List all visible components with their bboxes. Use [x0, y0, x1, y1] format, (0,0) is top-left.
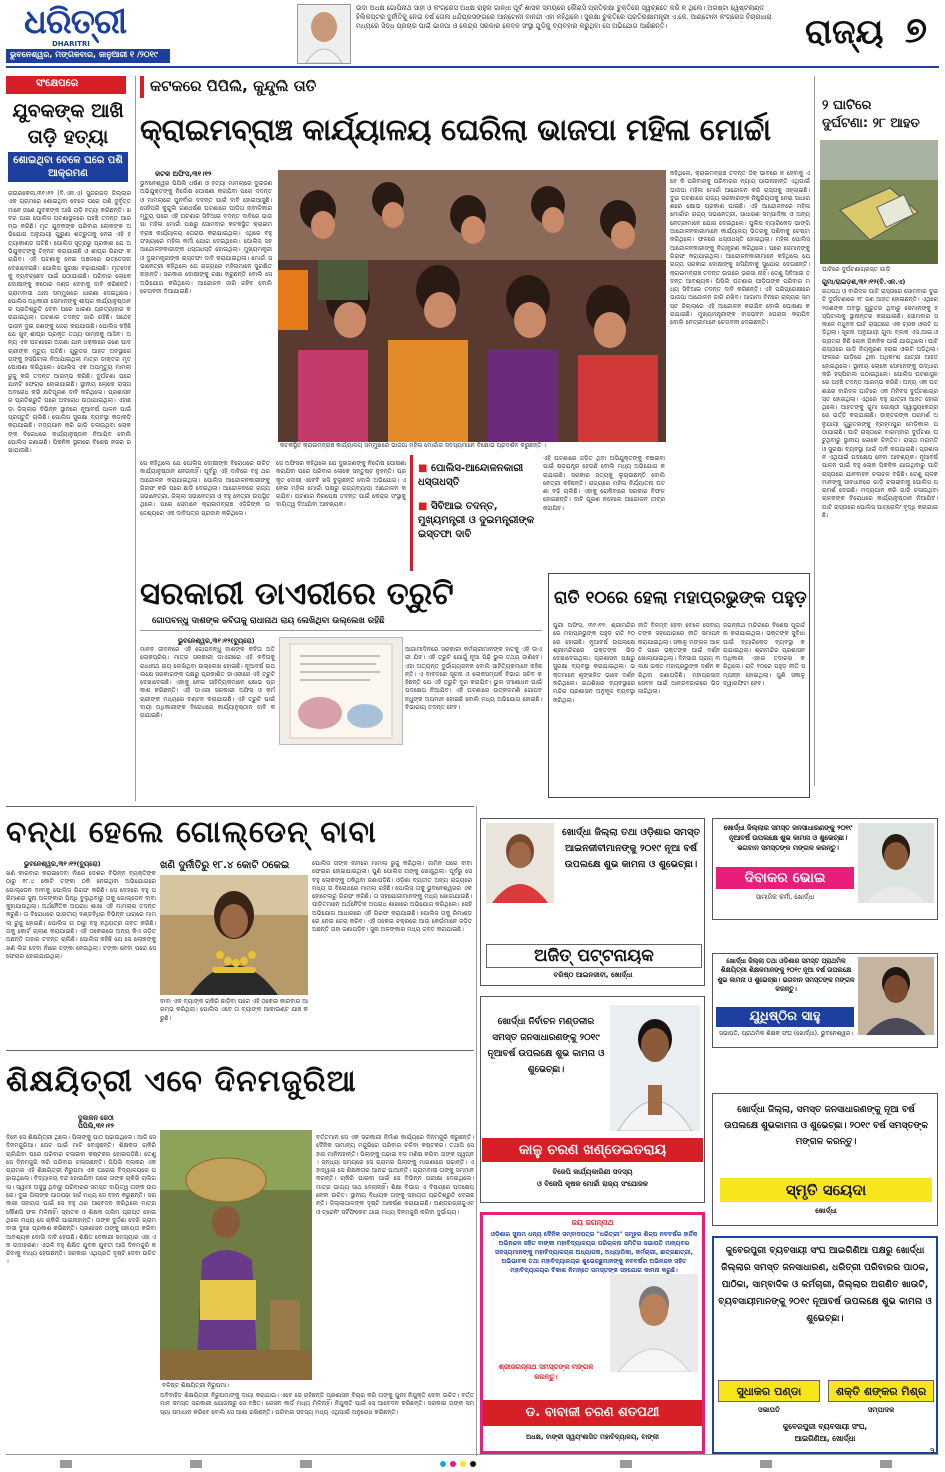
- reg-mark-gray: [60, 1460, 72, 1468]
- masthead-top-story: ଉଦା ଅଧକ୍ଷ ଗୋପିନାଥ ସାହୀ ଓ କଂଗ୍ରେସ ଅଧକ୍ଷ ରାହୁଲ ଗାନ୍ଧୀ ପୂର୍ବ ଶାସକ ସମୟରେ କୌଣସି ପ୍ରତିରକ୍ଷା ଚୁକ୍ତିରେ ସ୍ୱଚ୍ଛତେ କରି ନ ଥିଲେ। ଅଗଷ୍ଟା ୱେଷ୍ଟଲାଣ୍ଡ ହିଲିକପ୍ଟର ଦୁର୍ନୀତିକୁ ନେଇ ବର୍ଷ ତୋଳା ଧନ୍ଦିପ୍ରସଙ୍ଗରେ ଆନ୍ଟୋନୀ ବାନନ୍ଦୀ ଏହା କହିଥିଲେ। ସୁରକ୍ଷା ଚୁକ୍ତିରେ ପ୍ରତିରକ୍ଷାମନ୍ତ୍ରୀ ଏ.କେ. ଆଣ୍ଟୋନୀ କଂଗ୍ରେସ ବିଚାରଧାରା ମଧ୍ୟରେ ସିଦ୍ଧ ପ୍ରଚାର ପାଇଁ ଭାଜପା ଓ କେନ୍ଦ୍ର ସରକାର କେବଳ ସଂସ୍ଥା ଗୁଡ଼ିକୁ ବ୍ୟବହାର କରୁଥିବା ସେ ଅଭିଯୋଗ ଆଣିଛନ୍ତି।: [356, 4, 772, 30]
- page-number: ୭: [905, 10, 928, 51]
- lead-body-col1: ଭୁବନେଶ୍ୱର ପିପିଲି ଧର୍ଷଣ ଓ ହତ୍ୟା ମାମଲାରେ ଦୁଇଜଣ ଅଭିଯୁକ୍ତଙ୍କୁ ନିର୍ଦ୍ଦୋଷ ଘୋଷଣା କରାଯିବା ପରେ ଦଦନ୍ତ ଓ ମାମଲାରେ ପୁନର୍ବାର ଦଦନ୍ତ ପାଇଁ ଦାବି ହୋଇଆସୁଛି। ସେହିପରି କୁନ୍ଦୁଲି ଗଣଧର୍ଷଣ ଘଟଣାରେ ପୀଡ଼ିତା ନାବାଳିକାର ମୃତ୍ୟୁ ପରେ ଏହି ଘଟଣାର ସିବିଆଇ ଦଦନ୍ତ ଦାବିରେ ଭାଜପା ମହିଳା ମୋର୍ଚ୍ଚା ପକ୍ଷରୁ ସୋମବାର କଟକସ୍ଥିତ କ୍ରାଇମବ୍ରାଞ୍ଚ କାର୍ଯ୍ୟାଳୟ ଘେରାଉ କରାଯାଇଥିଲା। ଏଥିରେ ବହୁ ସଂଖ୍ୟାରେ ମହିଳା କର୍ମୀ ଯୋଗ ଦେଇଥିଲେ। ପୋଲିସ ସହ ଆନ୍ଦୋଳନକାରୀଙ୍କ ଧସ୍ତାଧସ୍ତି ହୋଇଥିଲା। ମୁଖ୍ୟମନ୍ତ୍ରୀ ଓ ଦୁଇମନ୍ତ୍ରୀଙ୍କ ଇସ୍ତଫା ଦାବି କରାଯାଇଥିଲା। ମୋର୍ଚ୍ଚା ସଭାନେତ୍ରୀ କହିଥିଲେ ଯେ ରାଜ୍ୟରେ ମହିଳାମାନେ ସୁରକ୍ଷିତ ନାହାନ୍ତି। ସରକାର ଦୋଷୀଙ୍କୁ ରକ୍ଷା କରୁଛନ୍ତି ବୋଲି ସେ ଅଭିଯୋଗ କରିଥିଲେ। ଆନ୍ଦୋଳନ ଜାରି ରହିବ ବୋଲି ଚେତାବନୀ ଦିଆଯାଇଛି।: [140, 180, 272, 295]
- reg-dot-magenta: [450, 1461, 456, 1467]
- lead-bullet-2: [418, 500, 536, 542]
- bullet-marker: ■: [418, 463, 431, 474]
- golden-subhead: ଖଣି ଦୁର୍ନୀତିରୁ ୧୮.୪ କୋଟି ଠକେଇ: [160, 860, 290, 871]
- accident-dateline: ଗୁମା/ରାଇଡ଼ଶ,୩୧।୧୨(ବି.ଏନ.ଏ): [822, 278, 906, 286]
- bottom-left-column-rule: [476, 806, 477, 1456]
- masthead-dateline: ଭୁବନେଶ୍ୱର, ମଙ୍ଗଳବାର, ଜାନୁଆରୀ ୧ /୨୦୧୯: [10, 50, 158, 59]
- lead-body-col3: ସେ ଅଫିସର କହିଥିଲେ ଯେ ଦୁଇଜଣଙ୍କୁ ନିର୍ଦ୍ଦୋଷ ଘୋଷଣା କରାଯିବା ପରେ ପରିବାର ଲୋକେ ସନ୍ତୁଷ୍ଟ ନୁହନ୍ତି। ପ୍ରକୃତ ଦୋଷୀ ଏବେବି ଖସି ବୁଲୁଛନ୍ତି ବୋଲି ଅଭିଯୋଗ। ଏ ନେଇ ମହିଳା ମୋର୍ଚ୍ଚା ପକ୍ଷରୁ ରାଜ୍ୟବ୍ୟାପୀ ଆନ୍ଦୋଳନ କରାଯିବ। ଘଟଣାର ନିରପେକ୍ଷ ତଦନ୍ତ ପାଇଁ କେନ୍ଦ୍ର ସଂସ୍ଥାକୁ ଦାୟିତ୍ୱ ଦିଆଯିବା ଆବଶ୍ୟକ।: [276, 460, 406, 509]
- accident-body: ରଥପଥ ଓ ବାରିଦଳ ଘାଟି ରାସ୍ତାରେ ସୋମବାର ଦୁଇଟି ଦୁର୍ଘଟଣାରେ ୨୮ ଜଣ ଆହତ ହୋଇଛନ୍ତି। ଏଥିରେ ୨ଜଣଙ୍କ ଅବସ୍ଥା ଗୁରୁତର ଥିବାରୁ ସେମାନଙ୍କୁ ହସ୍ପିଟାଲକୁ ସ୍ଥାନାନ୍ତର କରାଯାଇଛି। ସୋମବାର ସକାଳେ ମଧୁବନ ଘାଟି ରାସ୍ତାରେ ଏକ ଟ୍ରକ ଓଲଟି ପଡ଼ିଥିଲା। ସୂଚନା ଅନୁଯାୟୀ ଗୁମା ବ୍ଲକ ଏସ.ଆଇ.ଓ ଗ୍ରାମର କିଛି ଲୋକ ପିକନିକ ପାଇଁ ଯାଉଥିଲେ। ଘାଟି ରାସ୍ତାରେ ଗାଡ଼ି ନିୟନ୍ତ୍ରଣ ହରାଇ ଓଲଟି ପଡ଼ିଥିଲା। ଫଳରେ ଗାଡ଼ିରେ ଥିବା ଅଧିକାଂଶ ଯାତ୍ରୀ ଆହତ ହୋଇଥିଲେ। ସ୍ଥାନୀୟ ଲୋକେ ସେମାନଙ୍କୁ ଉଦ୍ଧାର କରି ହସ୍ପିଟାଲ ପଠାଇଥିଲେ। ପୋଲିସ ଘଟଣାସ୍ଥଳରେ ପହଞ୍ଚି ତଦନ୍ତ ଆରମ୍ଭ କରିଛି। ଅନ୍ୟ ଏକ ଘଟଣାରେ ବାରିଦଳ ଘାଟିରେ ଏକ ମିନିବସ ଦୁର୍ଘଟଣାଗ୍ରସ୍ତ ହୋଇଥିଲା। ଏଥିରେ ବହୁ ଯାତ୍ରୀ ଆହତ ହୋଇଥିଲେ। ଆହତଙ୍କୁ ଗୁମା ଗୋଷ୍ଠୀ ସ୍ୱାସ୍ଥ୍ୟକେନ୍ଦ୍ରରେ ଭର୍ତ୍ତି କରାଯାଇଛି। ଡାକ୍ତରଙ୍କ ପରାମର୍ଶ ଅନୁଯାୟୀ ଗୁରୁତରଙ୍କୁ ବ୍ରହ୍ମପୁର ମେଡ଼ିକାଲ ପଠାଯାଇଛି। ଘାଟି ରାସ୍ତାରେ ବାରମ୍ବାର ଦୁର୍ଘଟଣା ଘଟୁଥିବାରୁ ସ୍ଥାନୀୟ ଲୋକେ ଚିନ୍ତିତ। ରାସ୍ତା ମରାମତି ଓ ସୁରକ୍ଷା ବ୍ୟବସ୍ଥା ପାଇଁ ଦାବି କରାଯାଇଛି। ପ୍ରଶାସନ ଏଥିପାଇଁ ପଦକ୍ଷେପ ନେବା ଆବଶ୍ୟକ। ନୂଆବର୍ଷ ପାଳନ ପାଇଁ ବହୁ ଲୋକ ପିକନିକ ଯାଉଥିବାରୁ ଘାଟି ରାସ୍ତାରେ ଯାନବାହନ ଚଳାଚଳ ବଢ଼ିଛି। ତେଣୁ ଚାଳକମାନଙ୍କୁ ସାବଧାନରେ ଗାଡ଼ି ଚଳାଇବାକୁ ପୋଲିସ ପରାମର୍ଶ ଦେଇଛି। ମଦ୍ୟପାନ କରି ଗାଡ଼ି ଚଳାଉଥିବା ଚାଳକଙ୍କ ବିରୋଧରେ କାର୍ଯ୍ୟାନୁଷ୍ଠାନ ନିଆଯିବ। ଘାଟି ରାସ୍ତାରେ ପୋଲିସ ପାଟ୍ରୋଲିଂ ବୃଦ୍ଧି କରାଯାଇଛି।: [822, 288, 938, 520]
- masthead-divider: [6, 66, 939, 68]
- ad-kalu-photo: [610, 1005, 700, 1131]
- accident-headline-1: ୨ ଘାଟିରେ: [822, 98, 872, 113]
- diary-subhead: ଗୋପବନ୍ଧୁ ଦାଶଙ୍କ କବିତାକୁ ରାଧାନାଥ ରାୟ ଲେଖିଥିବା ଉଲ୍ଲେଖ ରହିଛି: [152, 616, 385, 626]
- mahaprabhu-headline: ରାତି ୧୦ରେ ହେଲା ମହାପ୍ରଭୁଙ୍କ ପହୁଡ଼: [554, 588, 807, 608]
- lead-kicker-bar: [140, 76, 144, 98]
- ad-kalu-title-2: ଓ ବିଜେପି କୃଷକ ମୋର୍ଚ୍ଚା ରାଜ୍ୟ ସଂଯୋଜକ: [537, 1180, 648, 1188]
- footer-page-num: 9: [930, 1447, 935, 1455]
- golden-photo: [160, 875, 308, 995]
- mahaprabhu-body-col2: ନୀତି ବିଳମ୍ବ ହେବା ବେଳେ ସେବାୟତଙ୍କ ସହଯୋଗରେ ନୀତି ସମାପନ କରାଯାଇଥିଲା। ସକାଳୁ ମଙ୍ଗଳ ଆଳତି ପରେ ଭକ୍ତଙ୍କ ପାଇଁ ଦର୍ଶନ ଖୋଲାଯାଇଥିଲା। ଦିନସାରା ପ୍ରାୟ ୩ ଲକ୍ଷ ଭକ୍ତ ମହାପ୍ରଭୁଙ୍କ ଦର୍ଶନ କରିଥିବା ଜଣାପଡ଼ିଛି। ମହାପ୍ରସାଦ ସେବନ ପାଇଁ ଆନନ୍ଦବଜାରରେ ଭିଡ଼ ଲାଗିଥିଲା।: [638, 622, 720, 696]
- ad-judhisthir-title: ସଭାପତି, ପ୍ରାଥମିକ ଶିକ୍ଷକ ସଂଘ (ଖୋର୍ଦ୍ଧା), ଭୁବନେଶ୍ୱର।: [719, 1030, 853, 1037]
- golden-top-rule: [6, 806, 474, 807]
- teacher-caption: ବଳିଷ୍ଟ ଶିକ୍ଷୟିତ୍ରୀ ନିରୁପମା।: [162, 1382, 229, 1389]
- ad-kuber-name-2: ଶକ୍ତି ଶଙ୍କର ମିଶ୍ର: [828, 1380, 934, 1402]
- ad-judhisthir-greeting: ଖୋର୍ଦ୍ଧା ଜିଲ୍ଲା ତଥା ଓଡ଼ିଶାର ସମସ୍ତ ପ୍ରାଥମିକ ଶିକ୍ଷୟିତ୍ରୀ ଶିକ୍ଷକମାନଙ୍କୁ ୨୦୧୯ ନୂଆ ବର୍ଷ ଉପଲକ୍ଷେ ଶୁଭ କାମନା ଓ ଶୁଭେଚ୍ଛା। ଭଗବାନ ସମସ୍ତଙ୍କ ମଙ୍ଗଳ କରନ୍ତୁ।: [717, 957, 855, 994]
- ad-babaji-tagline: ଶ୍ରୀଜଗନ୍ନାଥ ସମସ୍ତଙ୍କ ମଙ୍ଗଳ କରନ୍ତୁ।: [498, 1363, 594, 1381]
- reg-mark-gray: [300, 1460, 312, 1468]
- teacher-body-col2: ବର୍ତ୍ତମାନ ସେ ଏକ ସରକାରୀ ନିର୍ମାଣ କାର୍ଯ୍ୟରେ ଦିନମଜୁରି କରୁଛନ୍ତି। ଦୈନିକ ସାମାନ୍ୟ ମଜୁରିରେ ପରିବାର ଚଳିବା କଷ୍ଟକର। ତଥାପି ସେ ହାର ମାନିନାହାନ୍ତି। ପିଲାଙ୍କୁ ପଢ଼ାଇ ବଡ଼ ମଣିଷ କରିବା ତାଙ୍କ ସ୍ୱପ୍ନ। ସନ୍ଧ୍ୟା ସମୟରେ ସେ ଗ୍ରାମର ପିଲାଙ୍କୁ ମାଗଣାରେ ପଢ଼ାନ୍ତି। ଏହାଦ୍ୱାରା ସେ ଶିକ୍ଷକତାର ଆନନ୍ଦ ପାଆନ୍ତି। ଗ୍ରାମବାସୀ ତାଙ୍କୁ ସମ୍ମାନ କରନ୍ତି। ଚାକିରି ପାଇବା ପାଇଁ ସେ ବିଭିନ୍ନ ପରୀକ୍ଷା ଦେଇଥିଲେ। ମାତ୍ର ଭାଗ୍ୟ ସାଥ ଦେଲାନାହିଁ। ଶିକ୍ଷା ବିଭାଗ ଏ ବିଷୟରେ ପଦକ୍ଷେପ ନେବା ଉଚିତ। ସ୍ଥାନୀୟ ବିଧାୟକ ତାଙ୍କୁ ସହାୟତା ପ୍ରତିଶ୍ରୁତି ଦେଇଛନ୍ତି। ଜିଲ୍ଲାପାଳଙ୍କ ଦୃଷ୍ଟି ଆକର୍ଷଣ କରାଯାଇଛି। ଅଣ୍ଡରଗ୍ରାଜୁଏଟ ଓ ଟ୍ରେନିଂ ସର୍ଟିଫିକେଟ ଥାଇ ମଧ୍ୟ ଦିନମଜୁରି କରିବା ଦୁର୍ଭାଗ୍ୟ।: [316, 1134, 474, 1216]
- ad-kuber-footer-1: କୁବେରପୁରୀ ବ୍ୟବସାୟୀ ସଂଘ,: [782, 1422, 868, 1431]
- accident-headline-2: ଦୁର୍ଘଟଣା: ୨୮ ଆହତ: [822, 116, 920, 131]
- diary-dateline: ଭୁବନେଶ୍ୱର,୩୧।୧୨(ବ୍ୟୁରୋ): [178, 637, 255, 645]
- ad-ajit-photo: [486, 823, 554, 903]
- brief-tag: ସଂକ୍ଷେପରେ: [36, 78, 79, 89]
- ad-dibakar-title: ସାମାଜିକ କର୍ମୀ, ଖୋର୍ଦ୍ଧା: [755, 893, 815, 901]
- masthead-logo-sub: DHARITRI: [52, 40, 90, 48]
- lead-bullet-2-text: ସିବିଆଇ ତଦନ୍ତ, ମୁଖ୍ୟମନ୍ତ୍ରୀ ଓ ଦୁଇମନ୍ତ୍ରୀଙ୍କ ଇସ୍ତଫା ଦାବି: [418, 501, 535, 540]
- lead-bullet-1-text: ପୋଲିସ-ଆନ୍ଦୋଳନକାରୀ ଧସ୍ତାଧସ୍ତି: [418, 463, 524, 488]
- ad-babaji-body: ଓଡ଼ିଶାର ସୁନାମ ଧନ୍ୟ ଦୈନିକ ସମ୍ବାଦପତ୍ର "ଧରିତ୍ରୀ" ସମୂହର ଶିଳ୍ପ ନବବର୍ଷର ହାର୍ଦ୍ଦିକ ଅଭିନନ୍ଦନ ସହିତ ବାଙ୍କୀ ମହାବିଦ୍ୟାଳୟର ପରିଚାଳନା ସମିତିର ସଭାପତି ମାନ୍ୟବର ସଦସ୍ୟମାନଙ୍କୁ ମହାବିଦ୍ୟାଳୟର ଅଧ୍ୟାପକ, ଅଧ୍ୟାପିକା, କର୍ମଚାରୀ, ଛାତ୍ରଛାତ୍ରୀ, ଅଭିଭାବକ ତଥା ମହାବିଦ୍ୟାଳୟର ଶୁଭେଚ୍ଛୁମାନଙ୍କୁ ନବବର୍ଷର ଅଭିନନ୍ଦନ ସହିତ ମହାବିଦ୍ୟାଳୟର ବିକାଶ ନିମନ୍ତେ ସମସ୍ତଙ୍କ ସହଯୋଗ କାମନା କରୁଛି।: [490, 1231, 698, 1275]
- teacher-byline: ଦୁକାଳନ ଜେଠୀ: [78, 1114, 114, 1122]
- ad-kalu-name: କାଳୁ ଚରଣ ଖଣ୍ଡେଇତରାୟ: [482, 1138, 703, 1162]
- registration-marks: [0, 1460, 945, 1472]
- mahaprabhu-body-col1: ପୁରୀ ଅଫିସ, ୩୧।୧୨: ଶ୍ରୀମନ୍ଦିରରେ ମହାପ୍ରଭୁଙ୍କ ପହୁଡ଼ ରାତି ୧୦ରେ ହୋଇଛି। ନୂଆବର୍ଷ ଉପଲକ୍ଷେ ଶ୍ରୀମନ୍ଦିରରେ ଭକ୍ତଙ୍କ ଭିଡ଼ ଦେଖାଦେଇଥିଲା। ପ୍ରଶାସନ ପକ୍ଷରୁ ସୁରକ୍ଷା ବ୍ୟବସ୍ଥା କରାଯାଇଥିଲା। ଭକ୍ତମାନେ ଶୃଙ୍ଖଳିତ ଭାବେ ଦର୍ଶନ କରିଥିଲେ। ରଥଶିଖର ବ୍ୟବସ୍ଥାରେ ମନ୍ଦିର ପ୍ରଶାସନ ଅନୁକୂଳ ବ୍ୟବସ୍ଥା କରିଥିଲା।: [553, 622, 635, 704]
- ad-kuber-role-2: ସମ୍ପାଦକ: [867, 1406, 895, 1414]
- teacher-body-col3: ଅବିବାହିତ ଶିକ୍ଷୟିତ୍ରୀ ନିରୁପମାଙ୍କୁ ଦାୟା କରାଯାଉ। ଏବେ ସେ ରହିଛନ୍ତି ପ୍ରଶାସନ ବିଚାର କରି ତାଙ୍କୁ ପୁନଃ ନିଯୁକ୍ତି ଦେବା ଉଚିତ। ବର୍ତ୍ତମାନ ସମସ୍ତ ସରକାରୀ ଯୋଜନାରୁ ସେ ବଞ୍ଚିତ। ରେସନ କାର୍ଡ ମଧ୍ୟ ମିଳିନାହିଁ। ନିଯୁକ୍ତି ପାଇଁ ସେ ଆବେଦନ କରିଛନ୍ତି। ସରକାର ତାଙ୍କ ସମସ୍ୟା ସମାଧାନ କରିବେ ବୋଲି ସେ ଆଶା ରଖିଛନ୍ତି। ପରିବାର ସଦସ୍ୟ ମଧ୍ୟ ଏଥିପାଇଁ ଅନୁରୋଧ କରିଛନ୍ତି।: [160, 1392, 474, 1416]
- reg-mark-gray: [760, 1460, 772, 1468]
- reg-dot-yellow: [460, 1461, 466, 1467]
- ad-judhisthir-photo: [858, 957, 934, 1035]
- accident-photo: [820, 140, 938, 264]
- golden-body-col2: ବାବା ଏକ ବ୍ୟାଙ୍କ ଚାକିରି ଛାଡ଼ିବା ପରେ ଏହି ଠକେଇ କାରବାର ଆରମ୍ଭ କରିଥିଲା। ପୋଲିସ ଏବେ ତା ବ୍ୟାଙ୍କ ଆକାଉଣ୍ଟ ଯାଞ୍ଚ କରୁଛି।: [160, 998, 308, 1022]
- lead-body-col5: କହିଥିଲେ, କ୍ରାଇମବ୍ରାଞ୍ଚ ତଦନ୍ତ ଠିକ୍ ଭାବରେ ନ ହେବାକୁ ଏବେ କି ପରିବାରକୁ ପରିବାରର ନ୍ୟାୟ ପାଉନାହାନ୍ତି ଏଥିପାଇଁ ଭାଜପା ମହିଳା ମୋର୍ଚ୍ଚା ଆନ୍ଦୋଳନ କରି ରାସ୍ତାକୁ ଓହ୍ଲାଇଛି। ଦୁଇ ଘଟଣାରେ ରାଜ୍ୟ ସରକାରଙ୍କ ନିଷ୍କ୍ରିୟତାକୁ ନେଇ ସାଧାରଣରେ କ୍ଷୋଭ ପ୍ରକାଶ ପାଇଛି। ଏହି ଆନ୍ଦୋଳନରେ ମହିଳା ମୋର୍ଚ୍ଚାର ରାଜ୍ୟ ସଭାନେତ୍ରୀ, ସାଧାରଣ ସମ୍ପାଦିକା ଓ ଅନ୍ୟ ନେତ୍ରୀମାନେ ଯୋଗ ଦେଇଥିଲେ। ପୁଲିସ ବ୍ୟାରିକେଡ ଭାଙ୍ଗି ଆନ୍ଦୋଳନକାରୀମାନେ କାର୍ଯ୍ୟାଳୟ ଭିତରକୁ ପଶିବାକୁ ଚେଷ୍ଟା କରିଥିଲେ। ଫଳରେ ଧସ୍ତାଧସ୍ତି ହୋଇଥିଲା। ମହିଳା ପୋଲିସ ଆନ୍ଦୋଳନକାରୀଙ୍କୁ ନିୟନ୍ତ୍ରଣ କରିଥିଲେ। ପରେ ସେମାନଙ୍କୁ ଗିରଫ କରାଯାଇଥିଲା। ଆନ୍ଦୋଳନକାରୀମାନେ କହିଥିଲେ ଯେ ରାଜ୍ୟ ସରକାର ଦୋଷୀଙ୍କୁ ଖସିଯିବାକୁ ସୁଯୋଗ ଦେଉଛନ୍ତି। କ୍ରାଇମବ୍ରାଞ୍ଚ ତଦନ୍ତ ଉପରେ ଭରସା ନାହିଁ। ତେଣୁ ସିବିଆଇ ତଦନ୍ତ ଆବଶ୍ୟକ। ପିପିଲି ଘଟଣାର ପୀଡ଼ିତାଙ୍କ ପରିବାର ମଧ୍ୟ ସିବିଆଇ ତଦନ୍ତ ଦାବି କରିଛନ୍ତି। ଏହି ପରିପ୍ରେକ୍ଷୀରେ ଭାଜପା ଆନ୍ଦୋଳନ ଜାରି ରଖିବ। ଆଗାମୀ ଦିନରେ ରାଜ୍ୟର ସମସ୍ତ ଜିଲ୍ଲାରେ ଏହି ଆନ୍ଦୋଳନ କରାଯିବ ବୋଲି ଘୋଷଣା କରାଯାଇଛି। ମୁଖ୍ୟମନ୍ତ୍ରୀଙ୍କ ବାସଭବନ ଘେରାଉ କରାଯିବ ବୋଲି ନେତ୍ରୀମାନେ ଚେତାବନୀ ଦେଇଛନ୍ତି।: [670, 170, 810, 327]
- accident-caption: ଘାଟିରେ ଦୁର୍ଘଟଣାଗ୍ରସ୍ତ ଗାଡ଼ି: [822, 266, 891, 273]
- diary-body-col1: ମାନବ ଜୀବନରେ ଏହି ଗୋପବନ୍ଧୁ ଦାଶଙ୍କ କବିତା ଅତି ଲୋକପ୍ରିୟ। ମାତ୍ର ସରକାରୀ ଡାଏରୀରେ ଏହି କବିତାକୁ ରାଧାନାଥ ରାୟ ଲେଖିଥିବା ଉଲ୍ଲେଖ ହୋଇଛି। ନୂଆବର୍ଷ ଉପଲକ୍ଷେ ସରକାରଙ୍କ ପକ୍ଷରୁ ପ୍ରକାଶିତ ଡାଏରୀରେ ଏହି ତ୍ରୁଟି ଦେଖାଦେଇଛି। ଏହାକୁ ନେଇ ସାହିତ୍ୟିକମାନେ କ୍ଷୋଭ ପ୍ରକାଶ କରିଛନ୍ତି। ଏହି ଡାଏରୀ ସରକାରୀ ଅଫିସ ଓ କର୍ମଚାରୀଙ୍କ ମଧ୍ୟରେ ବଣ୍ଟନ କରାଯାଉଛି। ଏହି ତ୍ରୁଟି ପାଇଁ ଦାୟୀ ଅଧିକାରୀଙ୍କ ବିରୋଧରେ କାର୍ଯ୍ୟାନୁଷ୍ଠାନ ଦାବି କରାଯାଇଛି।: [140, 646, 275, 720]
- lead-body-col2: ସେ କହିଥିଲେ ଯେ ପୋଲିସ ଦୋଷୀଙ୍କ ବିରୋଧରେ ଉଚିତ କାର୍ଯ୍ୟାନୁଷ୍ଠାନ ନେଉନାହିଁ। ପୂର୍ବରୁ ଏହି ଦାବିରେ ବହୁ ଥର ଆନ୍ଦୋଳନ କରାଯାଇଥିଲା। ପୋଲିସ ଆନ୍ଦୋଳନକାରୀଙ୍କୁ ଗିରଫ କରି ପରେ ଛାଡ଼ି ଦେଇଥିଲା। ଆନ୍ଦୋଳନରେ ରାଜ୍ୟ ସଭାନେତ୍ରୀ, ଜିଲ୍ଲା ସଭାନେତ୍ରୀ ଓ ବହୁ ନେତ୍ରୀ ଉପସ୍ଥିତ ଥିଲେ। ପରେ ସେମାନେ କ୍ରାଇମବ୍ରାଞ୍ଚ ଏଡ଼ିଜିଙ୍କ ଉଦ୍ଦେଶ୍ୟରେ ଏକ ଦାବିପତ୍ର ପ୍ରଦାନ କରିଥିଲେ।: [140, 460, 270, 517]
- lead-headline: କ୍ରାଇମବ୍ରାଞ୍ଚ କାର୍ଯ୍ୟାଳୟ ଘେରିଲା ଭାଜପା ମହିଳା ମୋର୍ଚ୍ଚା: [140, 113, 771, 148]
- golden-dateline: ଭୁବନେଶ୍ୱର,୩୧।୧୨(ବ୍ୟୁରୋ): [24, 860, 101, 868]
- ad-kuber-greeting: କୁବେରପୁରୀ ବ୍ୟବସାୟୀ ସଂଘ ଆଇଗିଣିଆ ପକ୍ଷରୁ ଖୋର୍ଦ୍ଧା ଜିଲ୍ଲାର ସମସ୍ତ ଜନସାଧାରଣ, ଧରିତ୍ରୀ ପରିବାରର ପାଠକ, ପାଠିକା, ସାମ୍ବାଦିକ ଓ କର୍ମଚାରୀ, ଜିଲ୍ଲାର ଅଗଣିତ ଖାଉଟି, ବ୍ୟବସାୟୀମାନଙ୍କୁ ୨୦୧୯ ନୂଆବର୍ଷ ଉପଲକ୍ଷେ ଶୁଭ କାମନା ଓ ଶୁଭେଚ୍ଛା।: [718, 1245, 932, 1324]
- brief-body-text: ରାଉରକେଲା,୩୧।୧୨ (ବି.ଏନ.ଏ) ସୁନ୍ଦରଗଡ଼ ଜିଲ୍ଲାର ଏକ ଗ୍ରାମରେ ଶୋଇଥିବା ବେଳେ ଘରେ ପଶି ଦୁର୍ବୃତ୍ତମାନେ ଜଣେ ଯୁବକଙ୍କ ଆଖି ତାଡ଼ି ହତ୍ୟା କରିଛନ୍ତି। ଖବର ପାଇ ପୋଲିସ ଘଟଣାସ୍ଥଳରେ ପହଞ୍ଚି ତଦନ୍ତ ଆରମ୍ଭ କରିଛି। ମୃତ ଯୁବକଙ୍କ ପରିବାର ଲୋକଙ୍କ ଅଭିଯୋଗ ଅନୁଯାୟୀ ପୁରୁଣା ଶତ୍ରୁତାକୁ ନେଇ ଏହି ହତ୍ୟାକାଣ୍ଡ ଘଟିଛି। ପୋଲିସ ସୂତ୍ରରୁ ପ୍ରକାଶ ଯେ ଅଭିଯୁକ୍ତଙ୍କୁ ଚିହ୍ନଟ କରାଯାଇଛି ଓ ଶୀଘ୍ର ଗିରଫ କରାଯିବ। ଏହି ଘଟଣାକୁ ନେଇ ଅଞ୍ଚଳରେ ଉତ୍ତେଜନା ଦେଖାଦେଇଛି। ପୋଲିସ ସୁରକ୍ଷା ବଢ଼ାଯାଇଛି। ମୃତଦେହକୁ ବ୍ୟବଚ୍ଛେଦ ପାଇଁ ପଠାଯାଇଛି। ପରିବାର ଲୋକେ ଦୋଷୀଙ୍କୁ କଠୋର ଦଣ୍ଡ ଦେବାକୁ ଦାବି କରିଛନ୍ତି। ଗ୍ରାମବାସୀ ଥାନା ସମ୍ମୁଖରେ ଧାରଣା ଦେଇଥିଲେ। ପୋଲିସ ଅଧିକାରୀ ସେମାନଙ୍କୁ ଶୀଘ୍ର କାର୍ଯ୍ୟାନୁଷ୍ଠାନର ପ୍ରତିଶ୍ରୁତି ଦେବା ପରେ ଧାରଣା ପ୍ରତ୍ୟାହାର କରାଯାଇଥିଲା। ଘଟଣାର ତଦନ୍ତ ଜାରି ରହିଛି। ସନ୍ଦେହଭାଜନ ଦୁଇ ଜଣଙ୍କୁ ଜେରା କରାଯାଉଛି। ପୋଲିସ କହିଛି ଯେ ଖୁବ୍ ଶୀଘ୍ର ପ୍ରକୃତ ତଥ୍ୟ ସାମ୍ନାକୁ ଆସିବ। ଅନ୍ୟ ଏକ ଘଟଣାରେ ଅଜଣା ଯାନ ଧକ୍କାରେ ଜଣେ ପାଦଚାରୀଙ୍କ ମୃତ୍ୟୁ ଘଟିଛି। ଗୁରୁତର ଆହତ ଅବସ୍ଥାରେ ତାଙ୍କୁ ହସ୍ପିଟାଲ ନିଆଯାଇଥିଲା ମାତ୍ର ଡାକ୍ତର ମୃତ ଘୋଷଣା କରିଥିଲେ। ପୋଲିସ ଏକ ଅପମୃତ୍ୟୁ ମାମଲା ରୁଜୁ କରି ତଦନ୍ତ ଆରମ୍ଭ କରିଛି। ଦୁର୍ଘଟଣା ପରେ ଯାନଟି ଫେରାର ହୋଇଯାଇଛି। ସ୍ଥାନୀୟ ଲୋକେ ରାସ୍ତା ଅବରୋଧ କରି କ୍ଷତିପୂରଣ ଦାବି କରିଥିଲେ। ପ୍ରଶାସନର ପ୍ରତିଶ୍ରୁତି ପରେ ଅବରୋଧ ଉଠାଯାଇଥିଲା। ଏହାଛଡ଼ା ଜିଲ୍ଲାର ବିଭିନ୍ନ ସ୍ଥାନରେ ନୂଆବର୍ଷ ପାଳନ ପାଇଁ ପ୍ରସ୍ତୁତି ଚାଲିଛି। ପୋଲିସ ସୁରକ୍ଷା ବ୍ୟବସ୍ଥା କଡ଼ାକଡ଼ି କରାଯାଇଛି। ମଦ୍ୟପାନ କରି ଗାଡ଼ି ଚଳାଉଥିବା ଲୋକଙ୍କ ବିରୋଧରେ କାର୍ଯ୍ୟାନୁଷ୍ଠାନ ନିଆଯିବ ବୋଲି ପୋଲିସ ଜଣାଇଛି। ପିକନିକ ସ୍ଥଳୀରେ ବିଶେଷ ନଜର ରଖାଯାଉଛି।: [8, 190, 131, 455]
- masthead-logo: ଧରିତ୍ରୀ: [24, 2, 127, 42]
- golden-body-col3: ପୋଲିସ ତାଙ୍କ ନାମରେ ମାମଲା ରୁଜୁ କରିଥିଲା। ଜାମିନ ପରେ ବାବା ଫେରାର ହୋଇଯାଇଥିଲା। ପୁଣି ପୋଲିସ ତାଙ୍କୁ ଖୋଜୁଥିଲା। ପୂର୍ବରୁ ସେ ବହୁ ଲୋକଙ୍କୁ ଠକିଥିବା ଜଣାପଡ଼ିଛି। ଓଡ଼ିଶା ବ୍ୟତୀତ ଅନ୍ୟ ରାଜ୍ୟରେ ମଧ୍ୟ ତା ବିରୋଧରେ ମାମଲା ରହିଛି। ପୋଲିସ ତାକୁ ଭୁବନେଶ୍ୱରର ଏକ ହୋଟେଲରୁ ଗିରଫ କରିଛି। ତା ସହଯୋଗୀମାନଙ୍କୁ ମଧ୍ୟ ଖୋଜାଯାଉଛି। ପୀଡ଼ିତମାନେ ଅର୍ଥନୈତିକ ଅପରାଧ ଶାଖାରେ ଅଭିଯୋଗ କରିଥିଲେ। ସେହି ଅଭିଯୋଗ ଆଧାରରେ ଏହି ଗିରଫ କରାଯାଇଛି। ପୋଲିସ ତାକୁ ରିମାଣ୍ଡରେ ନେଇ ଜେରା କରିବ। ଏହି ଠକେଇ ଚକ୍ରରେ ଆଉ କେଉଁମାନେ ଜଡ଼ିତ ଅଛନ୍ତି ତାହା ଜଣାପଡ଼ିବ। ସୁନା ଅଳଙ୍କାର ମଧ୍ୟ ଜବତ କରାଯାଇଛି।: [312, 860, 472, 934]
- ad-dibakar-greeting: ଖୋର୍ଦ୍ଧା ଜିଲ୍ଲାର ସମସ୍ତ ଜନସାଧାରଣଙ୍କୁ ୨୦୧୯ ନୂଆବର୍ଷ ଉପଲକ୍ଷେ ଶୁଭ କାମନା ଓ ଶୁଭେଚ୍ଛା। ଭଗବାନ ସମସ୍ତଙ୍କ ମଙ୍ଗଳ କରନ୍ତୁ।: [723, 824, 853, 852]
- lead-body-col4: ଏହି ଘଟଣାରେ ଜଡ଼ିତ ଥିବା ଅଭିଯୁକ୍ତଙ୍କୁ ବଞ୍ଚାଇବା ପାଇଁ ଷଡ଼ଯନ୍ତ୍ର ହେଉଛି ବୋଲି ମଧ୍ୟ ଅଭିଯୋଗ କରାଯାଇଛି। ସରକାର ସତ୍ୟକୁ ଲୁଚାଉଛନ୍ତି ବୋଲି ନେତ୍ରୀ କହିଛନ୍ତି। ରାଜ୍ୟରେ ମହିଳା ନିର୍ଯ୍ୟାତନା ଘଟଣା ବଢ଼ି ଚାଲିଛି। ଏହାକୁ ରୋକିବାରେ ସରକାର ବିଫଳ ହୋଇଛନ୍ତି। ଦାବି ପୂରଣ ନହେଲେ ଆନ୍ଦୋଳନ ତୀବ୍ର କରାଯିବ।: [543, 455, 665, 512]
- ad-babaji-photo: [610, 1274, 698, 1372]
- ad-smruti-greeting: ଖୋର୍ଦ୍ଧା ଜିଲ୍ଲା, ସମସ୍ତ ଜନସାଧାରଣଙ୍କୁ ନୂଆ ବର୍ଷ ଉପଲକ୍ଷେ ଶୁଭକାମନା ଓ ଶୁଭେଚ୍ଛା। ୨୦୧୯ ବର୍ଷ ସମସ୍ତଙ୍କ ମଙ୍ଗଳ କରନ୍ତୁ।: [724, 1105, 928, 1147]
- diary-rule: [140, 630, 542, 631]
- reg-mark-gray: [880, 1460, 892, 1468]
- teacher-headline: ଶିକ୍ଷୟିତ୍ରୀ ଏବେ ଦିନମଜୁରିଆ: [6, 1064, 357, 1099]
- reg-dot-black: [470, 1461, 476, 1467]
- ad-babaji-top: ଜୟ ଜଗନ୍ନାଥ: [571, 1218, 614, 1227]
- ad-smruti-place: ଖୋର୍ଦ୍ଧା: [815, 1207, 837, 1215]
- ad-ajit-greeting: ଖୋର୍ଦ୍ଧା ଜିଲ୍ଲା ତଥା ଓଡ଼ିଶାର ସମସ୍ତ ଆଇନଜୀବୀମାନଙ୍କୁ ୨୦୧୯ ନୂଆ ବର୍ଷ ଉପଲକ୍ଷେ ଶୁଭ କାମନା ଓ ଶୁଭେଚ୍ଛା।: [562, 827, 700, 870]
- section-name: ରାଜ୍ୟ: [805, 12, 884, 52]
- ad-dibakar-name: ଦିବାକର ଭୋଇ: [716, 867, 854, 889]
- lead-right-rule: [814, 76, 815, 786]
- ad-kuber-role-1: ସଭାପତି: [758, 1406, 780, 1414]
- diary-headline: ସରକାରୀ ଡାଏରୀରେ ତ୍ରୁଟି: [140, 576, 454, 612]
- ad-babaji-name: ଡ. ବାବାଜୀ ଚରଣ ଶତପଥୀ: [483, 1400, 702, 1426]
- masthead-portrait: [297, 4, 351, 64]
- ad-kuber-name-1: ସୁଧାକର ପଣ୍ଡା: [718, 1380, 820, 1402]
- left-column-rule: [135, 76, 136, 801]
- lead-photo: [278, 170, 666, 442]
- reg-mark-gray: [190, 1460, 202, 1468]
- ad-ajit-name: ଅଜିତ୍ ପଟ୍ଟନାୟକ: [486, 944, 702, 968]
- reg-mark-gray: [620, 1460, 632, 1468]
- lead-photo-caption: କଟକସ୍ଥିତ କ୍ରାଇମବ୍ରାଞ୍ଚ କାର୍ଯ୍ୟାଳୟ ସମ୍ମୁଖରେ ଭାଜପା ମହିଳା ମୋର୍ଚ୍ଚାର ସଦସ୍ୟମାନେ ବିକ୍ଷୋଭ ପ୍ରଦର୍ଶନ କରୁଛନ୍ତି ।: [280, 442, 547, 449]
- teacher-photo: [160, 1130, 312, 1380]
- ad-babaji-title: ଅଧକ୍ଷ, ବାଙ୍କୀ ସ୍ୱୟଂଶାସିତ ମହାବିଦ୍ୟାଳୟ, ବାଙ୍କୀ: [525, 1433, 659, 1441]
- ad-smruti-name: ସ୍ମୃତି ସୟେଦା: [720, 1178, 932, 1202]
- lead-kicker: କଟକରେ ପିପିଲି, କୁନ୍ଦୁଲି ତାତି: [150, 77, 317, 95]
- ad-kuber-footer-2: ଆଇଗିଣିଆ, ଖୋର୍ଦ୍ଧା: [794, 1434, 856, 1443]
- lead-bullet-1: [418, 462, 536, 490]
- teacher-body-col1: ଦିନେ ସେ ଶିକ୍ଷୟିତ୍ରୀ ଥିଲେ। ପିଲାଙ୍କୁ ପାଠ ପଢ଼ାଉଥିଲେ। ଆଜି ସେ ଦିନମଜୁରିଆ। ପେଟ ପାଇଁ ମାଟି ବୋହୁଛନ୍ତି। ଶିକ୍ଷକତା ଚାକିରି ଚାଲିଯିବା ପରେ ପରିବାର ଚଳାଇବା କଷ୍ଟକର ହୋଇପଡ଼ିଛି। ତେଣୁ ସେ ଦିନମଜୁରି କରି ପରିବାର ଚଳାଉଛନ୍ତି। ପିପିଲି ବ୍ଲକର ଏକ ଗ୍ରାମର ଏହି ଶିକ୍ଷୟିତ୍ରୀ ନିରୁପମା ଏକ ଘରୋଇ ବିଦ୍ୟାଳୟରେ ପଢ଼ାଉଥିଲେ। ବିଦ୍ୟାଳୟ ବନ୍ଦ ହୋଇଯିବା ପରେ ତାଙ୍କ ଚାକିରି ଚାଲିଗଲା। ସ୍ୱାମୀ ଅସୁସ୍ଥ ଥିବାରୁ ପରିବାରର ସମସ୍ତ ଦାୟିତ୍ୱ ତାଙ୍କ ଉପରେ। ଦୁଇ ପିଲାଙ୍କ ପାଠପଢ଼ା ଖର୍ଚ୍ଚ ମଧ୍ୟ ସେ ବହନ କରୁଛନ୍ତି। ସରକାରୀ ସହାୟତା ପାଇଁ ସେ ବହୁ ଥର ଆବେଦନ କରିଥିଲେ ମାତ୍ର କୌଣସି ଫଳ ମିଳିନାହିଁ। ସ୍ନାତକ ଓ ଶିକ୍ଷକ ତାଲିମ ପ୍ରାପ୍ତ ହୋଇଥିଲେ ମଧ୍ୟ ସେ ଚାକିରି ପାଇନାହାନ୍ତି। ତାଙ୍କ ଦୁର୍ଦ୍ଦଶା ଦେଖି ଗ୍ରାମବାସୀ ଦୁଃଖ ପ୍ରକାଶ କରିଛନ୍ତି। ପ୍ରଶାସନ ତାଙ୍କୁ ସହାୟତା କରିବା ଆବଶ୍ୟକ ବୋଲି ଦାବି ହେଉଛି। ଶିକ୍ଷିତ ବେକାରୀ ସମସ୍ୟାର ଏହା ଏକ ଉଦାହରଣ। ଏଭଳି ବହୁ ଶିକ୍ଷିତ ଯୁବକ ଯୁବତୀ ଆଜି ଦିନମଜୁରି କରିବାକୁ ବାଧ୍ୟ ହେଉଛନ୍ତି। ସରକାର ଏଥିପ୍ରତି ଦୃଷ୍ଟି ଦେବା ଉଚିତ।: [6, 1134, 156, 1266]
- ad-kalu-title-1: ବିଜେପି କାର୍ଯ୍ୟକାରିଣୀ ସଦସ୍ୟ: [552, 1168, 633, 1176]
- lead-dateline: କଟକ ଅଫିସ,୩୧।୧୨: [155, 170, 212, 178]
- diary-body-col2: ଆଗାମୀଦିନରେ ସରକାରୀ କର୍ମଚାରୀମାନଙ୍କ ହାତକୁ ଏହି ଡାଏରୀ ଯିବ। ଏହି ତ୍ରୁଟି ଯୋଗୁଁ ନୂଆ ପିଢ଼ି ଭୁଲ ତଥ୍ୟ ଜାଣିବେ। ଏହା ଅତ୍ୟନ୍ତ ଦୁର୍ଭାଗ୍ୟଜନକ ବୋଲି ସାହିତ୍ୟିକମାନେ କହିଛନ୍ତି। ଏ ବାବଦରେ ସୂଚନା ଓ ଲୋକସମ୍ପର୍କ ବିଭାଗ ସଚିବ କହିଛନ୍ତି ଯେ ଏହି ତ୍ରୁଟି ଦୂର କରାଯିବ। ଭୁଲ ସଂଶୋଧନ ପାଇଁ ପଦକ୍ଷେପ ନିଆଯିବ। ଏହି ଘଟଣାରେ ଉତ୍କଳମଣି ଗୋପବନ୍ଧୁଙ୍କ ଅପମାନ ହୋଇଛି ବୋଲି ମଧ୍ୟ ଅଭିଯୋଗ ହୋଇଛି। ବିଭାଗୀୟ ତଦନ୍ତ ହେବ।: [405, 646, 542, 712]
- footer-rule: [6, 1454, 939, 1455]
- ad-dibakar-photo: [858, 823, 934, 903]
- mahaprabhu-body-col3: ଜଗନ୍ନାଥ ମନ୍ଦିରରେ ବିଶେଷ ପୂଜାର୍ଚ୍ଚନା କରାଯାଇଥିଲା। ଭକ୍ତଙ୍କ ସୁବିଧା ପାଇଁ ବ୍ୟାରିକେଡ ବ୍ୟବସ୍ଥା କରାଯାଇଥିଲା। ଶ୍ରୀମନ୍ଦିର ପ୍ରଶାସନ ଅଧିକାରୀ ଏହାର ତଦାରଖ କରିଥିଲେ। ରାତି ୧୦ରେ ପହୁଡ଼ ନୀତି ସମ୍ପନ୍ନ ହୋଇଥିଲା। ପୁଣି ସକାଳୁ ଦ୍ୱାରଫିଟା ହେବ।: [723, 622, 805, 688]
- masthead: [0, 0, 945, 66]
- golden-body-col1: ଖଣି କାରବାର କରାଇଦେବା ନାଁରେ ଦେଶର ବିଭିନ୍ନ ବ୍ୟକ୍ତିଙ୍କଠାରୁ ୧୮.୪ କୋଟି ଟଙ୍କା ଠକି ନେଇଥିବା ଅଭିଯୋଗରେ ଗୋଲ୍ଡେନ ବାବାକୁ ପୋଲିସ ଗିରଫ କରିଛି। ସେ ଦେହରେ ବହୁ ପରିମାଣର ସୁନା ଅଳଙ୍କାର ପିନ୍ଧି ବୁଲୁଥିବାରୁ ତାକୁ ଗୋଲ୍ଡେନ ବାବା କୁହାଯାଉଥିଲା। ଅର୍ଥନୈତିକ ଅପରାଧ ଶାଖା ଏହି ମାମଲାର ତଦନ୍ତ କରୁଛି। ତା ବିରୋଧରେ ଭାରତୀୟ ଦଣ୍ଡବିଧିର ବିଭିନ୍ନ ଧାରାରେ ମାମଲା ରୁଜୁ ହୋଇଛି। ପୋଲିସ ତା ଠାରୁ ବହୁ ନଥିପତ୍ର ଜବତ କରିଛି। ତାକୁ କୋର୍ଟ ଚାଲାଣ କରାଯାଇଛି। ଏହି ଠକେଇରେ ଅନ୍ୟ କିଏ ଜଡ଼ିତ ଅଛନ୍ତି ତାହାର ତଦନ୍ତ ଚାଲିଛି। ପୋଲିସ କହିଛି ଯେ ସେ ଲୋକଙ୍କୁ ଖଣି ଲିଜ ଦେବା ନାଁରେ ଟଙ୍କା ନେଉଥିଲା। ଟଙ୍କା ନେବା ପରେ ସେ ଫେରାର ହୋଇଯାଉଥିଲା।: [6, 870, 156, 960]
- bullet-marker: ■: [418, 501, 431, 512]
- ad-judhisthir-name: ଯୁଧିଷ୍ଠିର ସାହୁ: [716, 1007, 854, 1027]
- ad-ajit-title: ବରିଷ୍ଠ ଆଇନଜୀବୀ, ଖୋର୍ଦ୍ଧା: [553, 971, 633, 979]
- brief-kicker: ଶୋଇଥିବା ବେଳେ ଘରେ ପଶି ଆକ୍ରମଣ: [13, 155, 123, 179]
- ad-kalu-greeting: ଖୋର୍ଦ୍ଧା ନିର୍ବାଚନ ମଣ୍ଡଳୀର ସମସ୍ତ ଜନସାଧାରଣଙ୍କୁ ୨୦୧୯ ନୂଆବର୍ଷ ଉପଲକ୍ଷେ ଶୁଭ କାମନା ଓ ଶୁଭେଚ୍ଛା।: [487, 1017, 605, 1075]
- brief-headline: ଯୁବକଙ୍କ ଆଖି ତାଡ଼ି ହତ୍ୟା: [12, 100, 124, 148]
- diary-photo: [279, 637, 403, 745]
- golden-headline: ବନ୍ଧା ହେଲେ ଗୋଲ୍ଡେନ୍ ବାବା: [6, 815, 377, 850]
- teacher-dateline: ପିପିଲି,୩୧।୧୨: [78, 1122, 114, 1130]
- reg-dot-cyan: [440, 1461, 446, 1467]
- teacher-top-rule: [6, 1050, 474, 1051]
